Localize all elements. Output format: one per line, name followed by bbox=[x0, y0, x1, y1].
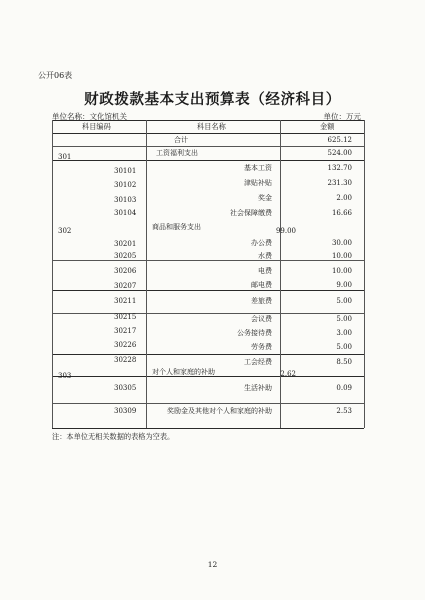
header-name: 科目名称 bbox=[197, 122, 226, 131]
page-number: 12 bbox=[207, 560, 218, 569]
row-name: 水费 bbox=[258, 252, 272, 260]
category-code: 303 bbox=[58, 372, 72, 380]
category-code: 301 bbox=[58, 153, 72, 161]
category-amount: 524.00 bbox=[327, 149, 352, 157]
row-name: 劳务费 bbox=[251, 343, 272, 351]
row-code: 30309 bbox=[114, 407, 137, 415]
row-code: 30226 bbox=[114, 341, 137, 349]
row-amount: 30.00 bbox=[331, 239, 352, 247]
page-title: 财政拨款基本支出预算表（经济科目） bbox=[84, 91, 341, 108]
row-amount: 10.00 bbox=[331, 267, 352, 275]
row-code: 30103 bbox=[114, 196, 137, 204]
row-name: 会议费 bbox=[251, 315, 272, 323]
category-name: 商品和服务支出 bbox=[152, 223, 201, 231]
row-amount: 5.00 bbox=[336, 297, 352, 305]
row-code: 30206 bbox=[114, 267, 137, 275]
row-name: 津贴补贴 bbox=[244, 179, 272, 187]
row-amount: 16.66 bbox=[331, 209, 352, 217]
row-code: 30211 bbox=[114, 297, 137, 305]
row-name: 工会经费 bbox=[244, 358, 272, 366]
budget-table bbox=[52, 120, 364, 428]
total-amount: 625.12 bbox=[327, 136, 352, 144]
row-amount: 5.00 bbox=[336, 343, 352, 351]
footnote: 注：本单位无相关数据的表格为空表。 bbox=[52, 432, 175, 441]
row-amount: 8.50 bbox=[336, 358, 352, 366]
row-code: 30102 bbox=[114, 181, 137, 189]
row-name: 社会保障缴费 bbox=[230, 209, 272, 217]
row-name: 奖励金及其他对个人和家庭的补助 bbox=[167, 407, 272, 415]
category-name: 对个人和家庭的补助 bbox=[152, 368, 215, 376]
category-amount: 99.00 bbox=[275, 227, 296, 235]
row-code: 30305 bbox=[114, 384, 137, 392]
row-amount: 10.00 bbox=[331, 252, 352, 260]
row-code: 30215 bbox=[114, 313, 137, 321]
row-code: 30205 bbox=[114, 252, 137, 260]
row-amount: 9.00 bbox=[336, 281, 352, 289]
row-code: 30101 bbox=[114, 167, 137, 175]
row-amount: 231.30 bbox=[327, 179, 352, 187]
row-amount: 5.00 bbox=[336, 315, 352, 323]
category-amount: 2.62 bbox=[280, 370, 296, 378]
unit-label: 单位：万元 bbox=[323, 112, 361, 121]
row-code: 30228 bbox=[114, 356, 137, 364]
row-name: 基本工资 bbox=[244, 164, 272, 172]
table-number-label: 公开06表 bbox=[38, 71, 73, 80]
row-name: 邮电费 bbox=[251, 281, 272, 289]
row-name: 奖金 bbox=[258, 194, 272, 202]
row-name: 生活补助 bbox=[244, 384, 272, 392]
row-name: 公务接待费 bbox=[237, 329, 272, 337]
category-name: 工资福利支出 bbox=[156, 149, 198, 157]
row-name: 差旅费 bbox=[251, 297, 272, 305]
row-code: 30217 bbox=[114, 327, 137, 335]
row-code: 30201 bbox=[114, 240, 137, 248]
header-amount: 金额 bbox=[320, 122, 335, 131]
header-code: 科目编码 bbox=[82, 122, 111, 131]
category-code: 302 bbox=[58, 227, 72, 235]
unit-name-label: 单位名称：文化馆机关 bbox=[52, 112, 127, 121]
row-amount: 0.09 bbox=[336, 384, 352, 392]
row-code: 30104 bbox=[114, 209, 137, 217]
row-amount: 2.00 bbox=[336, 194, 352, 202]
row-name: 办公费 bbox=[251, 239, 272, 247]
row-code: 30207 bbox=[114, 282, 137, 290]
row-amount: 132.70 bbox=[327, 164, 352, 172]
row-name: 电费 bbox=[258, 267, 272, 275]
total-name: 合计 bbox=[174, 136, 188, 144]
row-amount: 3.00 bbox=[336, 329, 352, 337]
row-amount: 2.53 bbox=[336, 407, 352, 415]
